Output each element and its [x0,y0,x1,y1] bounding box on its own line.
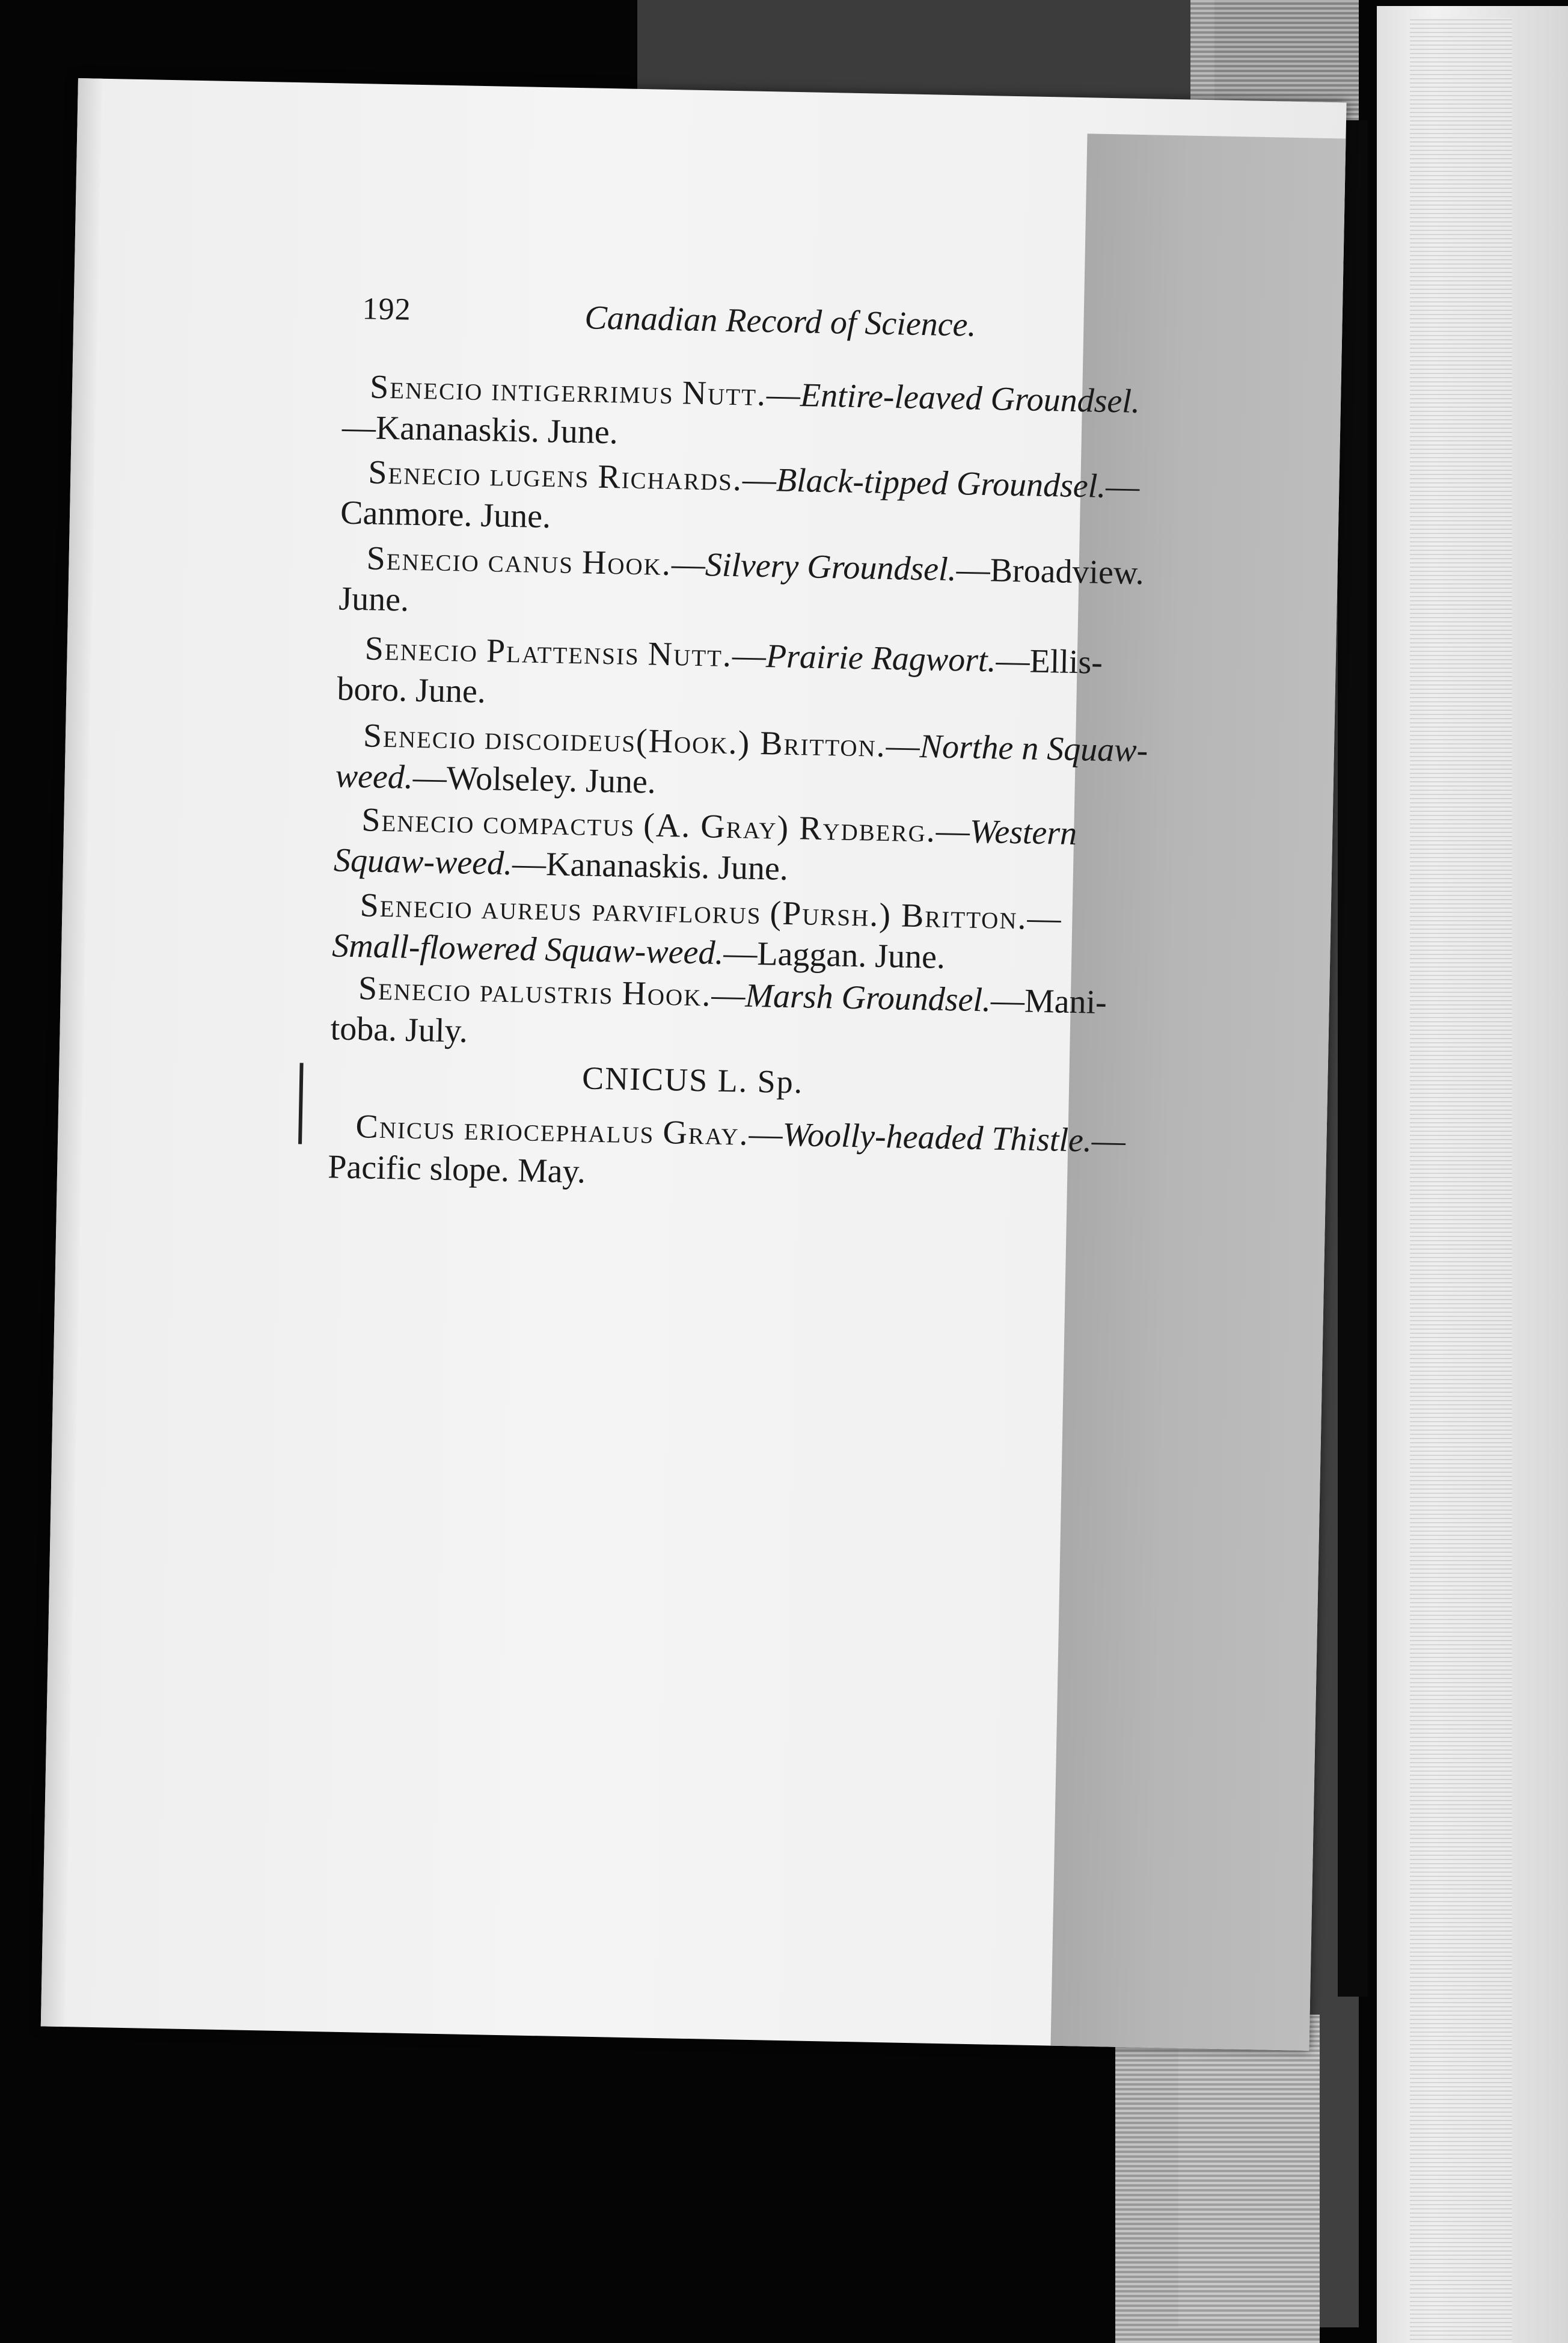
species-entry [328,1105,1267,1205]
species: aureus parviflorus [481,889,762,932]
common-name: Western [969,812,1077,853]
species-entry [330,967,1269,1067]
locality: Broadview. [990,551,1145,592]
species: palustris [479,972,614,1012]
entry-line: Senecio intigerrimus Nutt.—Entire-leaved Groundsel. [369,368,1141,420]
authority: (Pursh.) Britton. [769,894,1028,937]
common-name-continued: Squaw-weed. [333,841,513,883]
common-name: Prairie Ragwort. [765,637,997,680]
species-entry [332,884,1271,984]
genus: Senecio [364,630,479,669]
entry-line: Senecio discoideus(Hook.) Britton.—Northe n Squaw- [363,717,1148,770]
species: canus [488,542,574,581]
genus: Senecio [367,453,482,493]
common-name: Black-tipped Groundsel. [776,461,1106,505]
species: compactus [482,803,635,844]
locality: Pacific slope. [327,1148,510,1190]
genus: Cnicus [355,1108,456,1147]
month: July. [405,1011,468,1050]
document-page [41,78,1347,2051]
species-entry [333,799,1272,898]
page-text [41,78,1347,2051]
binding-strip-bottom [1115,2015,1320,2343]
genus: Senecio [363,717,477,757]
genus: Senecio [369,368,483,408]
genus: Senecio [361,801,476,841]
species: Plattensis [486,632,640,673]
entry-line: Senecio palustris Hook.—Marsh Groundsel.—Mani- [358,969,1107,1022]
locality: Wolseley. [446,759,578,800]
species-entry [338,537,1278,637]
month: June. [415,671,486,711]
species: intigerrimus [491,370,675,412]
common-name-continued: weed. [335,757,414,796]
species-entry [337,627,1276,727]
month: June. [585,762,657,801]
page-number: 192 [362,292,412,327]
entry-line: weed.—Wolseley. June. [335,757,657,801]
genus: Senecio [360,886,474,926]
adjacent-page-texture [1410,18,1512,2343]
species-entry [340,452,1279,551]
month: June. [338,580,409,619]
running-title: Canadian Record of Science. [584,299,977,344]
genus: Senecio [366,539,480,579]
locality-continued: boro. [336,670,408,709]
species-entry [335,714,1274,814]
species: lugens [489,456,590,496]
locality: Kananaskis. [545,846,710,886]
entry-line: Senecio compactus (A. Gray) Rydberg.—Western [361,801,1077,853]
entry-line: Cnicus eriocephalus Gray.—Woolly-headed Thistle.— [355,1108,1126,1160]
margin-mark [298,1063,304,1144]
month: June. [480,496,551,536]
species: eriocephalus [464,1110,655,1151]
month: June. [874,937,946,976]
authority: (A. Gray) Rydberg. [643,806,937,850]
entry-line: Senecio lugens Richards.—Black-tipped Groundsel.— [367,453,1140,506]
species-entry [341,366,1281,466]
common-name: Entire-leaved Groundsel. [800,376,1141,420]
entry-line: Senecio canus Hook.—Silvery Groundsel.—Broadview. [366,539,1145,592]
authority: (Hook.) Britton. [635,722,887,764]
species: discoideus [484,719,637,760]
entry-line: Squaw-weed.—Kananaskis. June. [333,841,789,888]
month: June. [547,413,619,452]
entry-line: Small-flowered Squaw-weed.—Laggan. June. [331,927,946,976]
common-name: Northe n Squaw- [919,728,1148,770]
authority: Hook. [581,544,672,583]
locality: —Kananaskis. [341,408,540,450]
genus-heading: CNICUS L. Sp. [581,1060,804,1101]
locality: Ellis- [1029,642,1103,681]
locality: Laggan. [756,935,867,975]
entry-line: Senecio Plattensis Nutt.—Prairie Ragwort.—Ellis- [364,630,1103,681]
genus: Senecio [358,969,472,1009]
locality: Mani- [1024,982,1107,1022]
common-name: Silvery Groundsel. [705,546,957,589]
common-name: Woolly-headed Thistle. [782,1116,1092,1159]
page-gutter [1338,120,1368,1997]
common-name: Marsh Groundsel. [744,977,991,1019]
authority: Nutt. [648,635,733,675]
common-name: Small-flowered Squaw-weed. [331,927,724,972]
authority: Hook. [621,974,712,1014]
authority: Gray. [662,1113,750,1153]
month: May. [517,1152,586,1191]
locality: Canmore. [340,494,473,534]
authority: Richards. [597,458,743,499]
entry-line: Senecio aureus parviflorus (Pursh.) Britton.— [360,886,1062,938]
month: June. [717,849,789,888]
authority: Nutt. [682,374,767,414]
locality-continued: toba. [330,1010,397,1049]
